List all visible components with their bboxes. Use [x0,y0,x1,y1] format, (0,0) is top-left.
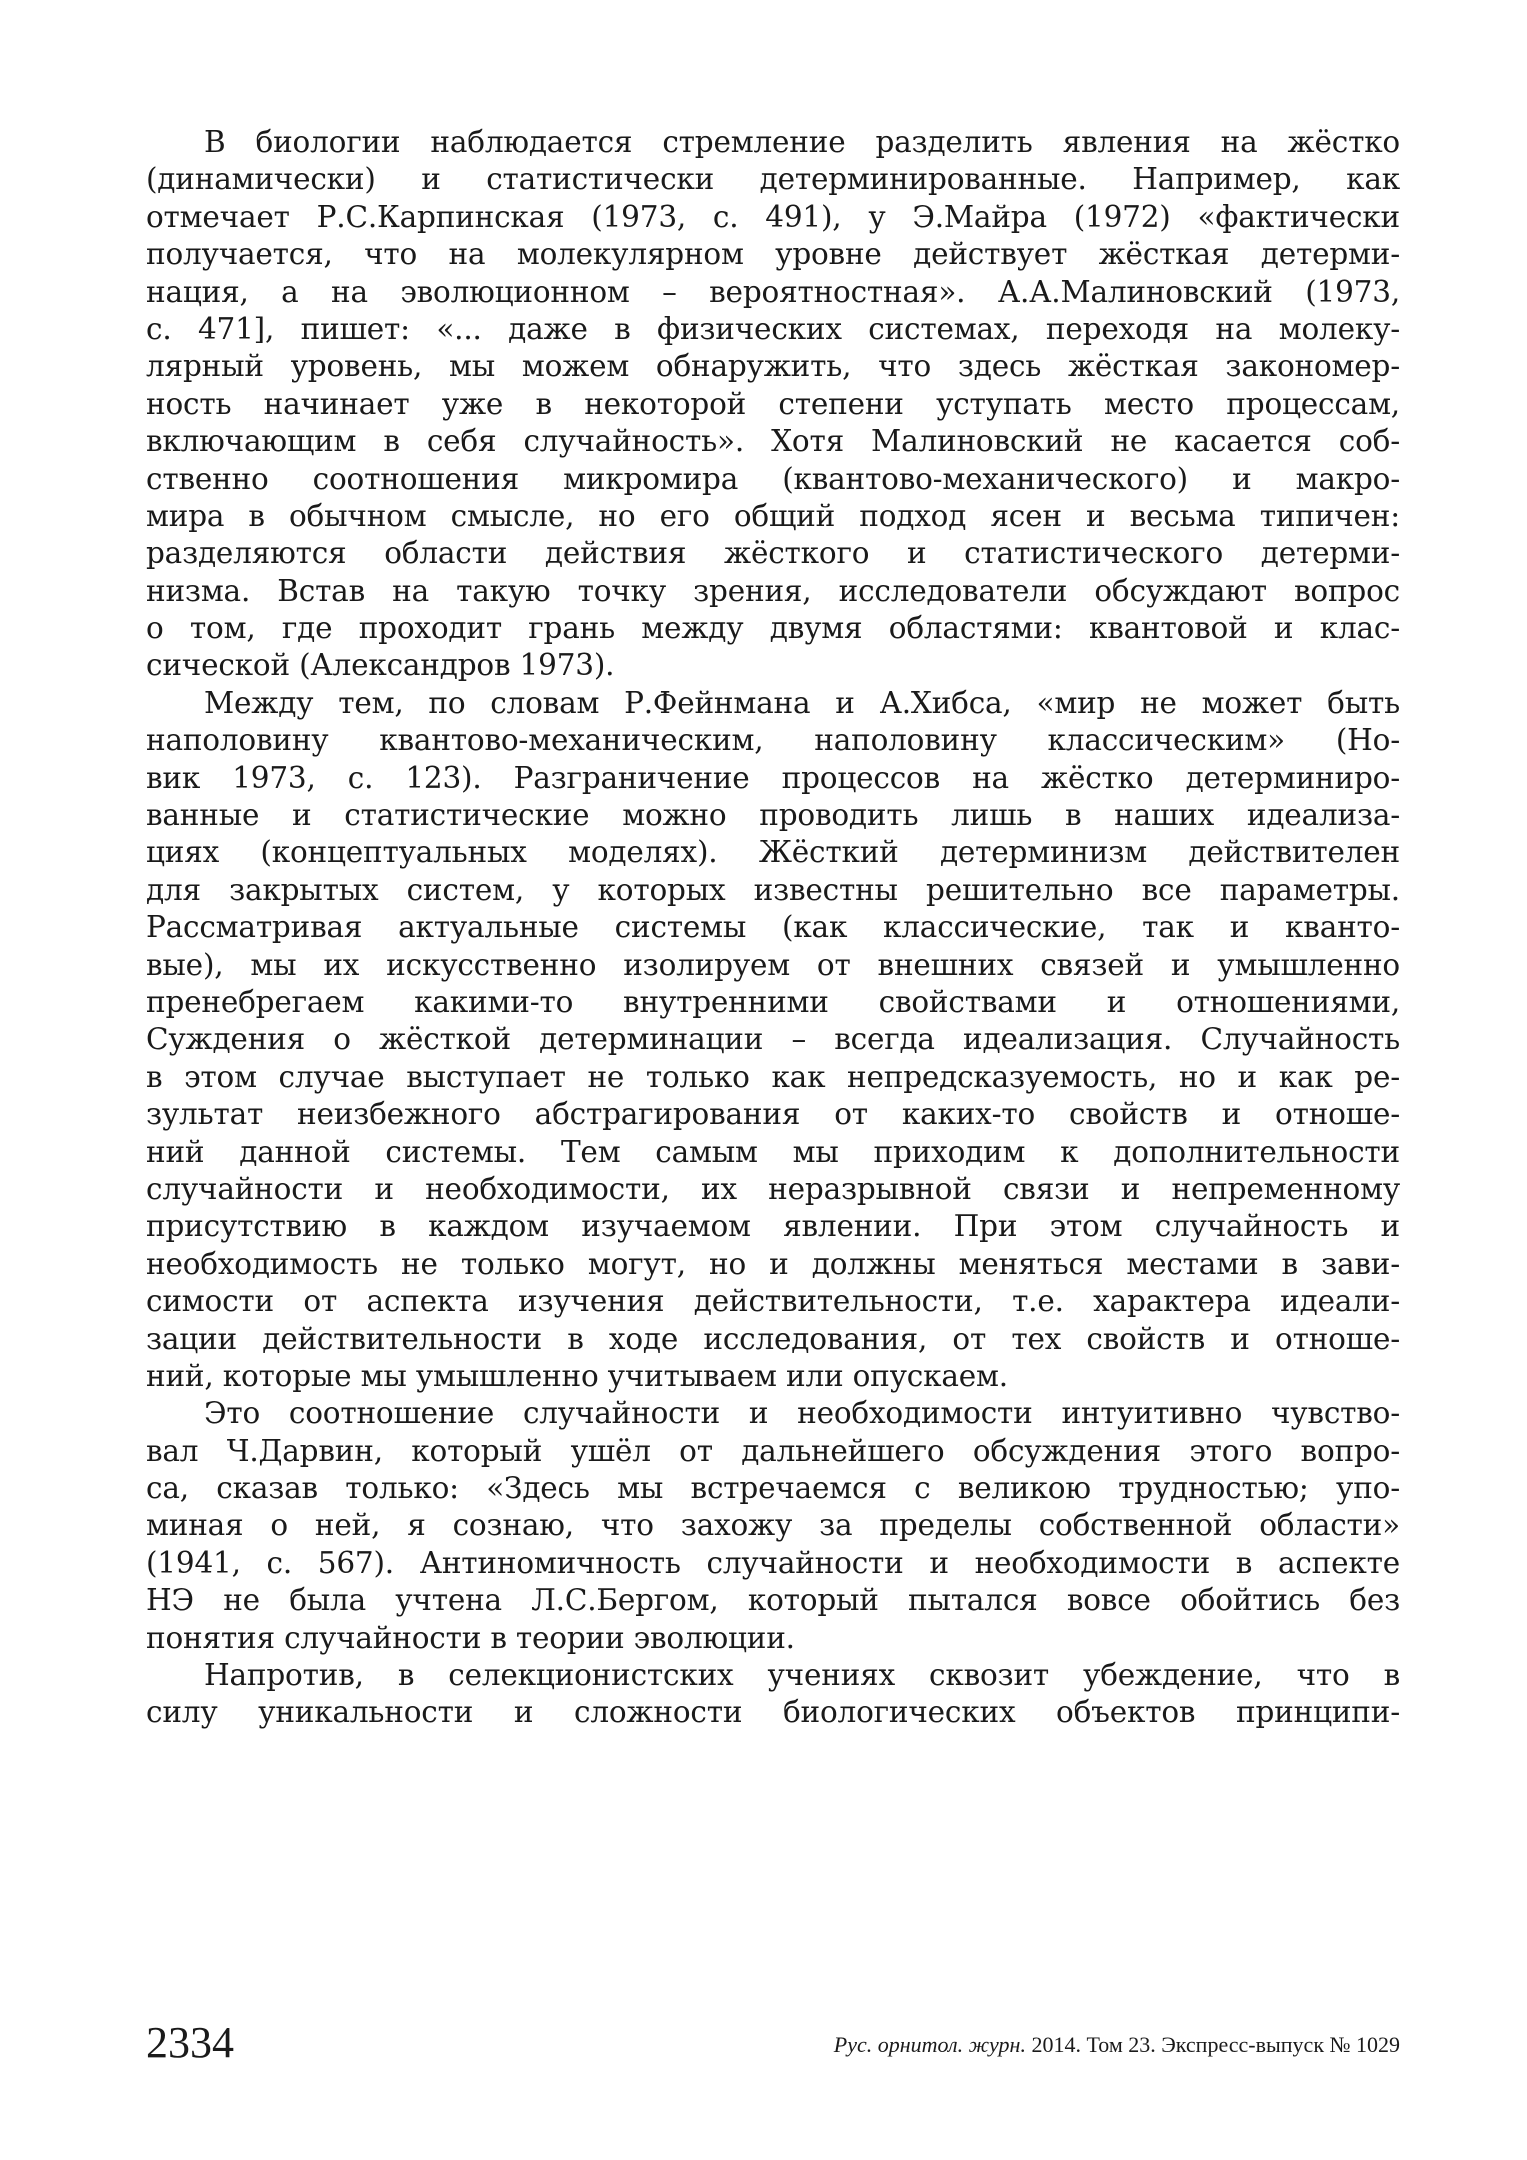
text-line: В биологии наблюдается стремление разделить явления на жёстко [204,125,1400,159]
text-line: вик 1973, с. 123). Разграничение процессов на жёстко детерминиро- [146,760,1400,795]
text-line: циях (концептуальных моделях). Жёсткий детерминизм действителен [146,835,1400,870]
text-line: лярный уровень, мы можем обнаружить, что здесь жёсткая закономер- [146,349,1400,384]
text-line: симости от аспекта изучения действительности, т.е. характера идеали- [146,1284,1400,1319]
text-line: ний данной системы. Тем самым мы приходим к дополнительности [146,1134,1400,1169]
text-line: нация, а на эволюционном – вероятностная». А.А.Малиновский (1973, [146,274,1400,309]
page-footer [146,2018,1400,2068]
text-line: пренебрегаем какими-то внутренними свойствами и отношениями, [146,984,1400,1019]
text-line: о том, где проходит грань между двумя областями: квантовой и клас- [146,611,1400,646]
paragraph [146,1395,1400,1657]
text-line: (1941, с. 567). Антиномичность случайности и необходимости в аспекте [146,1545,1400,1580]
text-line: (динамически) и статистически детерминированные. Например, как [146,162,1400,197]
text-line: наполовину квантово-механическим, наполовину классическим» (Но- [146,723,1400,758]
text-line: разделяются области действия жёсткого и статистического детерми- [146,536,1400,571]
text-line: необходимость не только могут, но и должны меняться местами в зави- [146,1246,1400,1281]
text-line: Это соотношение случайности и необходимости интуитивно чувство- [204,1396,1400,1431]
text-line: низма. Встав на такую точку зрения, исследователи обсуждают вопрос [146,573,1400,608]
text-line: Суждения о жёсткой детерминации – всегда идеализация. Случайность [146,1022,1400,1057]
text-line: включающим в себя случайность». Хотя Малиновский не касается соб- [146,424,1400,459]
text-line: Рассматривая актуальные системы (как классические, так и кванто- [146,910,1400,945]
text-line: ванные и статистические можно проводить лишь в наших идеализа- [146,798,1400,833]
page-number: 2334 [146,2018,234,2067]
text-line: зации действительности в ходе исследования, от тех свойств и отноше- [146,1321,1400,1356]
text-line: ность начинает уже в некоторой степени уступать место процессам, [146,386,1400,421]
text-line: вал Ч.Дарвин, который ушёл от дальнейшего обсуждения этого вопро- [146,1433,1400,1468]
text-line: отмечает Р.С.Карпинская (1973, с. 491), у Э.Майра (1972) «фактически [146,199,1400,234]
body-text [146,124,1400,1732]
journal-abbreviation: Рус. орнитол. журн. [833,2032,1026,2057]
paragraph [146,685,1400,1395]
text-line: присутствию в каждом изучаемом явлении. При этом случайность и [146,1209,1400,1244]
text-line: силу уникальности и сложности биологических объектов принципи- [146,1695,1400,1730]
text-line: с. 471], пишет: «... даже в физических системах, переходя на молеку- [146,311,1400,346]
text-line: ственно соотношения микромира (квантово-механического) и макро- [146,461,1400,496]
text-line: Напротив, в селекционистских учениях сквозит убеждение, что в [204,1658,1400,1693]
text-line: са, сказав только: «Здесь мы встречаемся с великою трудностью; упо- [146,1471,1400,1506]
text-line: миная о ней, я сознаю, что захожу за пределы собственной области» [146,1508,1400,1543]
text-line: мира в обычном смысле, но его общий подход ясен и весьма типичен: [146,498,1400,533]
paragraph [146,124,1400,685]
journal-reference [834,2030,1400,2060]
text-line: зультат неизбежного абстрагирования от каких-то свойств и отноше- [146,1097,1400,1132]
text-line: ний, которые мы умышленно учитываем или опускаем. [146,1358,1008,1393]
text-line: в этом случае выступает не только как непредсказуемость, но и как ре- [146,1059,1400,1094]
text-line: получается, что на молекулярном уровне действует жёсткая детерми- [146,237,1400,272]
text-line: Между тем, по словам Р.Фейнмана и А.Хибса, «мир не может быть [204,685,1400,720]
journal-issue-details: 2014. Том 23. Экспресс-выпуск № 1029 [1025,2032,1400,2057]
paragraph [146,1657,1400,1732]
text-line: НЭ не была учтена Л.С.Бергом, который пытался вовсе обойтись без [146,1583,1400,1618]
text-line: понятия случайности в теории эволюции. [146,1620,795,1655]
text-line: для закрытых систем, у которых известны решительно все параметры. [146,872,1400,907]
text-line: случайности и необходимости, их неразрывной связи и непременному [146,1171,1400,1206]
text-line: сической (Александров 1973). [146,648,615,683]
text-line: вые), мы их искусственно изолируем от внешних связей и умышленно [146,947,1400,982]
